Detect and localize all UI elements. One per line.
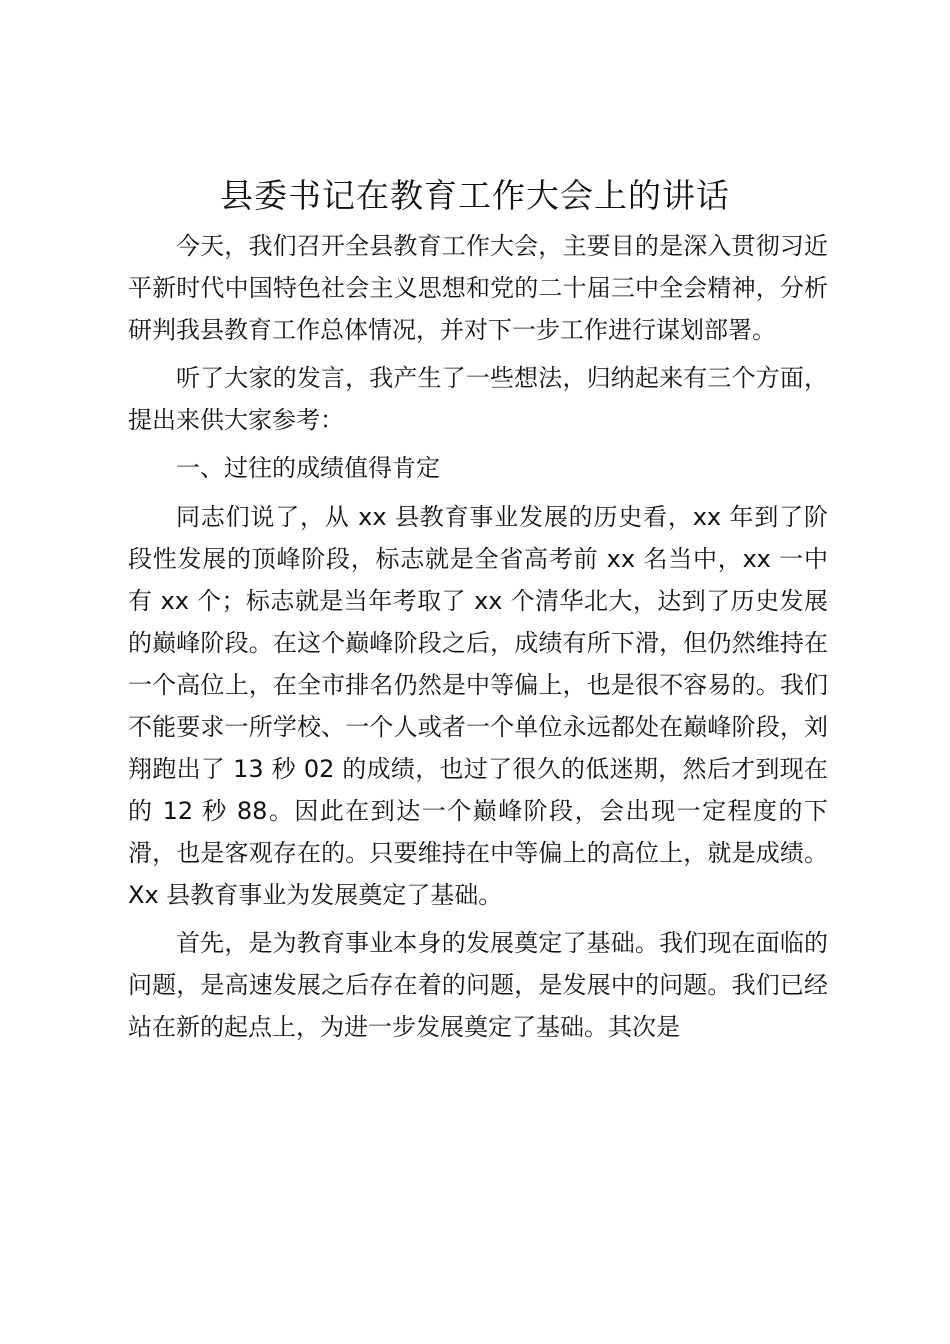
document-body [128,225,828,1054]
section-heading-1: 一、过往的成绩值得肯定 [176,454,440,482]
paragraph-thoughts: 听了大家的发言，我产生了一些想法，归纳起来有三个方面，提出来供大家参考： [128,364,828,434]
paragraph-achievements: 同志们说了，从 xx 县教育事业发展的历史看，xx 年到了阶段性发展的顶峰阶段，标志就是全省高考前 xx 名当中，xx 一中有 xx 个；标志就是当年考取了 xx 个清华北大，达到了历史发展的巅峰阶段。在这个巅峰阶段之后，成绩有所下滑，但仍然维持在一个高位上，在全市排名仍然是中等偏上，也是很不容易的。我们不能要求一所学校、一个人或者一个单位永远都处在巅峰阶段，刘翔跑出了 13 秒 02 的成绩，也过了很久的低迷期，然后才到现在的 12 秒 88。因此在到达一个巅峰阶段，会出现一定程度的下滑，也是客观存在的。只要维持在中等偏上的高位上，就是成绩。Xx 县教育事业为发展奠定了基础。 [128,503,828,909]
document-title: 县委书记在教育工作大会上的讲话 [220,176,730,215]
paragraph-intro: 今天，我们召开全县教育工作大会，主要目的是深入贯彻习近平新时代中国特色社会主义思想和党的二十届三中全会精神，分析研判我县教育工作总体情况，并对下一步工作进行谋划部署。 [128,232,828,344]
paragraph-first-point: 首先，是为教育事业本身的发展奠定了基础。我们现在面临的问题，是高速发展之后存在着的问题，是发展中的问题。我们已经站在新的起点上，为进一步发展奠定了基础。其次是 [128,929,828,1041]
